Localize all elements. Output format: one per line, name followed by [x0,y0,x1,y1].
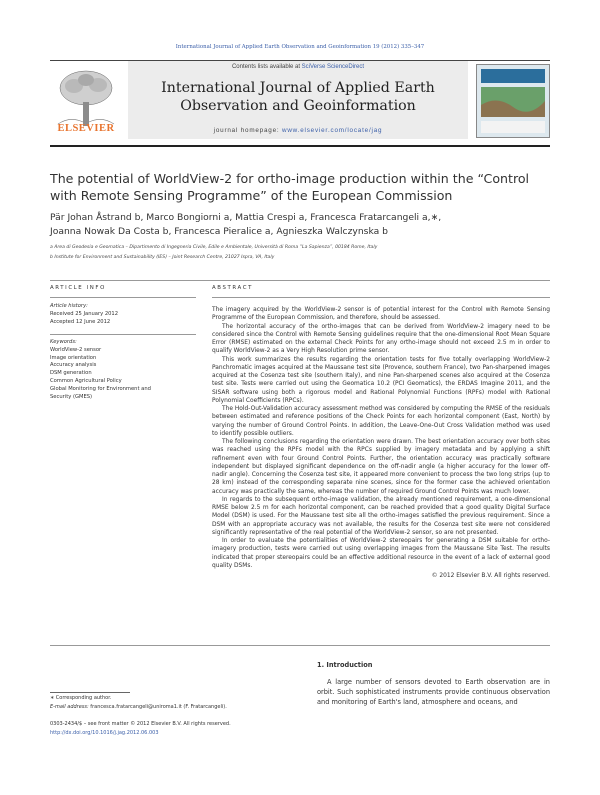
article-title: The potential of WorldView-2 for ortho-image production within the “Control with Remote Sensing Programme” of the European Commission [50,171,530,203]
abstract-paragraph: The following conclusions regarding the orientation were drawn. The best orientation accuracy over both sites was reached using the RPFs model with the RPCs supplied by imagery metadata and by applying a shift refinement even with four Ground Control Points. Further, the orientation accuracy was practically software independent but displayed significant dependence on the off-nadir angle (a higher accuracy for the lower off-nadir angle). Concerning the Cosenza test site, it appeared more convenient to process the two long strips (up to 28 km) instead of the corresponding separate nine scenes, since for the former case the achieved orientation accuracy was practically the same, whereas the number of required Ground Control Points was much lower. [212,439,550,495]
affiliation-b: b Institute for Environment and Sustainability (IES) – Joint Research Centre, 21027 Ispra, VA, Italy [50,255,275,260]
publisher-wordmark: ELSEVIER [57,123,115,134]
journal-reference[interactable]: International Journal of Applied Earth Observation and Geoinformation 19 (2012) 335–347 [175,44,425,50]
abstract-body [212,306,550,580]
abstract-paragraph: The imagery acquired by the WorldView-2 sensor is of potential interest for the Control with Remote Sensing Programme of the European Commission, and therefore, should be assessed. [212,307,550,322]
email-link[interactable]: francesca.fratarcangeli@uniroma1.it (F. Fratarcangeli). [88,704,227,710]
keyword-item: Common Agricultural Policy [50,377,122,384]
received-date: Received 25 January 2012 [50,310,119,317]
keywords-label: Keywords: [50,339,77,345]
introduction-text: A large number of sensors devoted to Earth observation are in orbit. Such sophisticated instruments provide continuous observation and monitoring of Earth's land, atmosphere and oceans, and [317,678,550,706]
bottom-info [50,720,350,737]
keyword-item: Global Monitoring for Environment and [50,385,151,392]
issn-line: 0303-2434/$ – see front matter © 2012 Elsevier B.V. All rights reserved. [50,721,231,727]
copyright-notice: © 2012 Elsevier B.V. All rights reserved. [431,573,550,579]
accepted-date: Accepted 12 June 2012 [50,318,111,325]
journal-homepage: journal homepage: www.elsevier.com/locate/jag [213,127,383,134]
abstract-rule [212,297,550,298]
keyword-item: Image orientation [50,354,97,361]
abstract-paragraph: This work summarizes the results regarding the orientation tests for five totally overlapping WorldView-2 Panchromatic images acquired at the Maussane test site (Provence, southern France), two Pan-sharpened images acquired at the Cosenza test site (southern Italy), and nine Pan-sharpened scenes also acquired at the Cosenza test site. Tests were carried out using the Geomatica 10.2 (PCI Geomatics), the ERDAS Imagine 2011, and the SISAR software using both a rigorous model and Rational Polynomial Functions (RPFs) model with Rational Polynomial Coefficients (RPCs). [212,356,550,404]
sciencedirect-link[interactable]: SciVerse ScienceDirect [301,64,365,70]
journal-title: International Journal of Applied Earth Observation and Geoinformation [161,80,435,114]
affiliations [50,243,550,263]
keyword-item: WorldView-2 sensor [50,346,102,353]
homepage-link[interactable]: www.elsevier.com/locate/jag [281,127,383,134]
affiliation-a: a Area di Geodesia e Geomatica – Dipartimento di Ingegneria Civile, Edile e Ambientale, Università di Roma “La Sapienza”, 00184 Rome, Italy [50,245,378,250]
section-divider-bottom [50,645,550,646]
abstract-paragraph: The horizontal accuracy of the ortho-images that can be derived from WorldView-2 imagery need to be considered since the Control with Remote Sensing guidelines require that the one-dimensional Root Mean Square Error (RMSE) estimated on the external Check Points for any ortho-image should not exceed 2.5 m in order to qualify WorldView-2 as a Very High Resolution prime sensor. [212,323,550,355]
masthead-rule [50,145,550,147]
abstract-paragraph: In order to evaluate the potentialities of WorldView-2 stereopairs for generating a DSM suitable for ortho-imagery production, tests were carried out using overlapping images from the Maussane Site Test. The results indicated that proper stereopairs could be an effective additional resource in the event of a lack of external good quality DSMs. [212,538,550,569]
email-note: E-mail address: francesca.fratarcangeli@uniroma1.it (F. Fratarcangeli). [50,704,227,710]
corresponding-author-note: ∗ Corresponding author. [50,695,112,701]
footnote-rule [50,692,130,693]
keywords-rule [50,334,196,335]
doi-link[interactable]: http://dx.doi.org/10.1016/j.jag.2012.06.003 [50,729,159,736]
keyword-item: Security (GMES) [50,393,93,400]
keyword-item: Accuracy analysis [50,362,97,369]
masthead-center [128,61,468,139]
article-info-rule [50,297,196,298]
keywords-block [50,339,196,401]
authors-line-2: Joanna Nowak Da Costa b, Francesca Pieralice a, Agnieszka Walczynska b [50,226,389,237]
history-label: Article history: [50,303,88,309]
article-info-label: ARTICLE INFO [50,285,106,291]
contents-line: Contents lists available at SciVerse ScienceDirect [231,64,365,70]
authors-line-1: Pär Johan Åstrand b, Marco Bongiorni a, Mattia Crespi a, Francesca Fratarcangeli a,∗, [50,212,442,223]
author-list [50,211,550,239]
section-divider-top [50,280,550,281]
abstract-paragraph: The Hold-Out-Validation accuracy assessment method was considered by computing the RMSE of the residuals between estimated and reference positions of the Check Points for each horizontal component (East, North) by varying the number of Ground Control Points. In addition, the Leave-One-Out Cross Validation method was used to identify possible outliers. [212,406,550,437]
journal-masthead [50,60,550,146]
journal-cover-thumbnail [476,64,550,138]
keyword-item: DSM generation [50,370,92,377]
introduction-heading: 1. Introduction [317,661,373,669]
footnote [50,694,300,712]
article-history [50,303,196,326]
abstract-paragraph: In regards to the subsequent ortho-image validation, the already mentioned requirement, a one-dimensional RMSE below 2.5 m for each horizontal component, can be reached provided that a good quality Digital Surface Model (DSM) is used. For the Maussane test site all the ortho-images satisfied the previous requirement. Since a DSM with an appropriate accuracy was not available, the results for the Cosenza test site were not considered significantly representative of the real potential of the WorldView-2 sensor, so are not presented. [212,496,550,536]
abstract-label: ABSTRACT [212,285,253,291]
